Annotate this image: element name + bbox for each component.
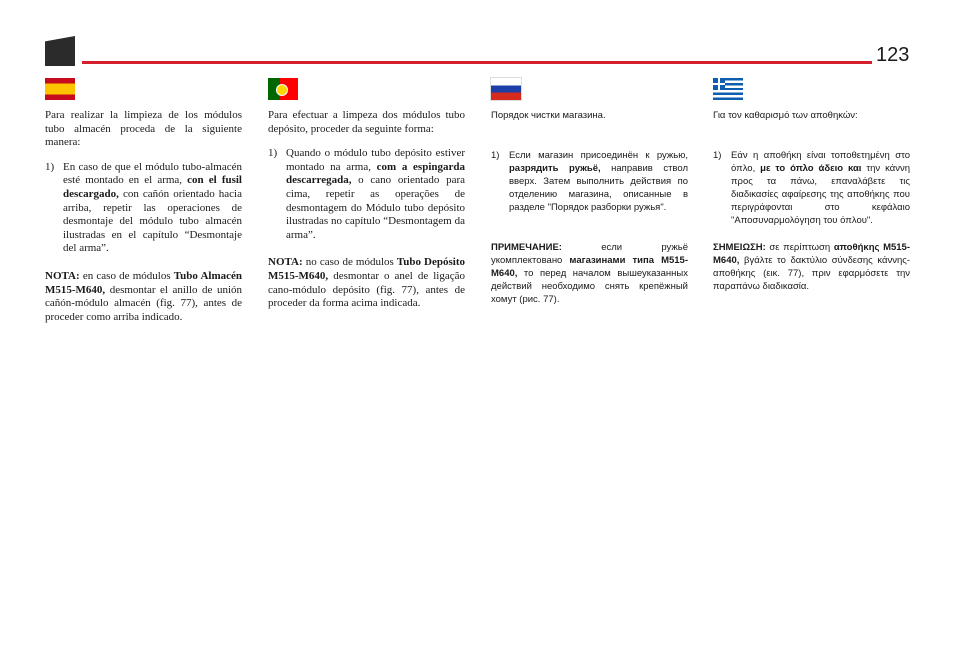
step-1: [713, 149, 910, 227]
column-portuguese: [268, 78, 465, 311]
note-text: NOTA: no caso de módulos Tubo Depósito M515-M640, desmontar o anel de ligação cano-módulo depósito (fig. 77), antes de proceder da forma acima indicada.: [268, 256, 465, 310]
step-text: En caso de que el módulo tubo-almacén esté montado en el arma, con el fusil descargado, con cañón orientado hacia arriba, repetir las operaciones de desmontaje del módulo tubo almacén ilustradas en el capítulo “Desmontaje del arma”.: [63, 160, 242, 255]
note-text: ΣΗΜΕΙΩΣΗ: σε περίπτωση αποθήκης M515-M640, βγάλτε το δακτύλιο σύνδεσης κάννης-αποθήκης (εικ. 77), πριν εφαρμόσετε την παραπάνω διαδικασία.: [713, 242, 910, 292]
step-1: [491, 149, 688, 214]
note-text: ПРИМЕЧАНИЕ: если ружьё укомплектовано магазинами типа M515-M640, то перед началом вышеуказанных действий необходимо снять крепёжный хомут (рис. 77).: [491, 242, 689, 305]
note-text: NOTA: en caso de módulos Tubo Almacén M515-M640, desmontar el anillo de unión cañón-módulo almacén (fig. 77), antes de proceder como arriba indicado.: [45, 269, 242, 323]
step-text: Εάν η αποθήκη είναι τοποθετημένη στο όπλο, με το όπλο άδειο και την κάννη προς τα πάνω, επαναλάβετε τις διαδικασίες αφαίρεσης της αποθήκης που περιγράφονται στο κεφάλαιο "Αποσυναρμολόγηση του όπλου".: [731, 150, 910, 226]
portugal-flag-icon: [268, 78, 298, 100]
intro-text: Para efectuar a limpeza dos módulos tubo depósito, proceder da seguinte forma:: [268, 109, 465, 135]
column-greek: [713, 78, 910, 293]
step-number: 1): [268, 147, 278, 160]
intro-text: Para realizar la limpieza de los módulos tubo almacén proceda de la siguiente manera:: [45, 109, 242, 149]
intro-text: Για τον καθαρισμό των αποθηκών:: [713, 110, 858, 121]
step-number: 1): [713, 150, 722, 161]
column-russian: [491, 78, 688, 306]
russia-flag-icon: [491, 78, 521, 100]
greece-flag-icon: [713, 78, 743, 100]
step-number: 1): [45, 160, 55, 173]
step-text: Quando o módulo tubo depósito estiver montado na arma, com a espingarda descarregada, o cano orientado para cima, repetir as operações de desmontagem do Módulo tubo depósito ilustradas no capítulo “Desmontagem da arma”.: [286, 147, 465, 241]
step-number: 1): [491, 150, 500, 161]
intro-text: Порядок чистки магазина.: [491, 110, 606, 121]
page-number: 123: [876, 44, 910, 66]
header-corner-mark: [45, 36, 75, 66]
step-text: Если магазин присоединён к ружью, разрядить ружьё, направив ствол вверх. Затем выполнить действия по отделению магазина, описанные в разделе "Порядок разборки ружья".: [509, 150, 688, 213]
column-spanish: [45, 78, 242, 324]
header-rule: [82, 61, 872, 64]
spain-flag-icon: [45, 78, 75, 100]
step-1: [45, 161, 242, 256]
step-1: [268, 147, 465, 242]
